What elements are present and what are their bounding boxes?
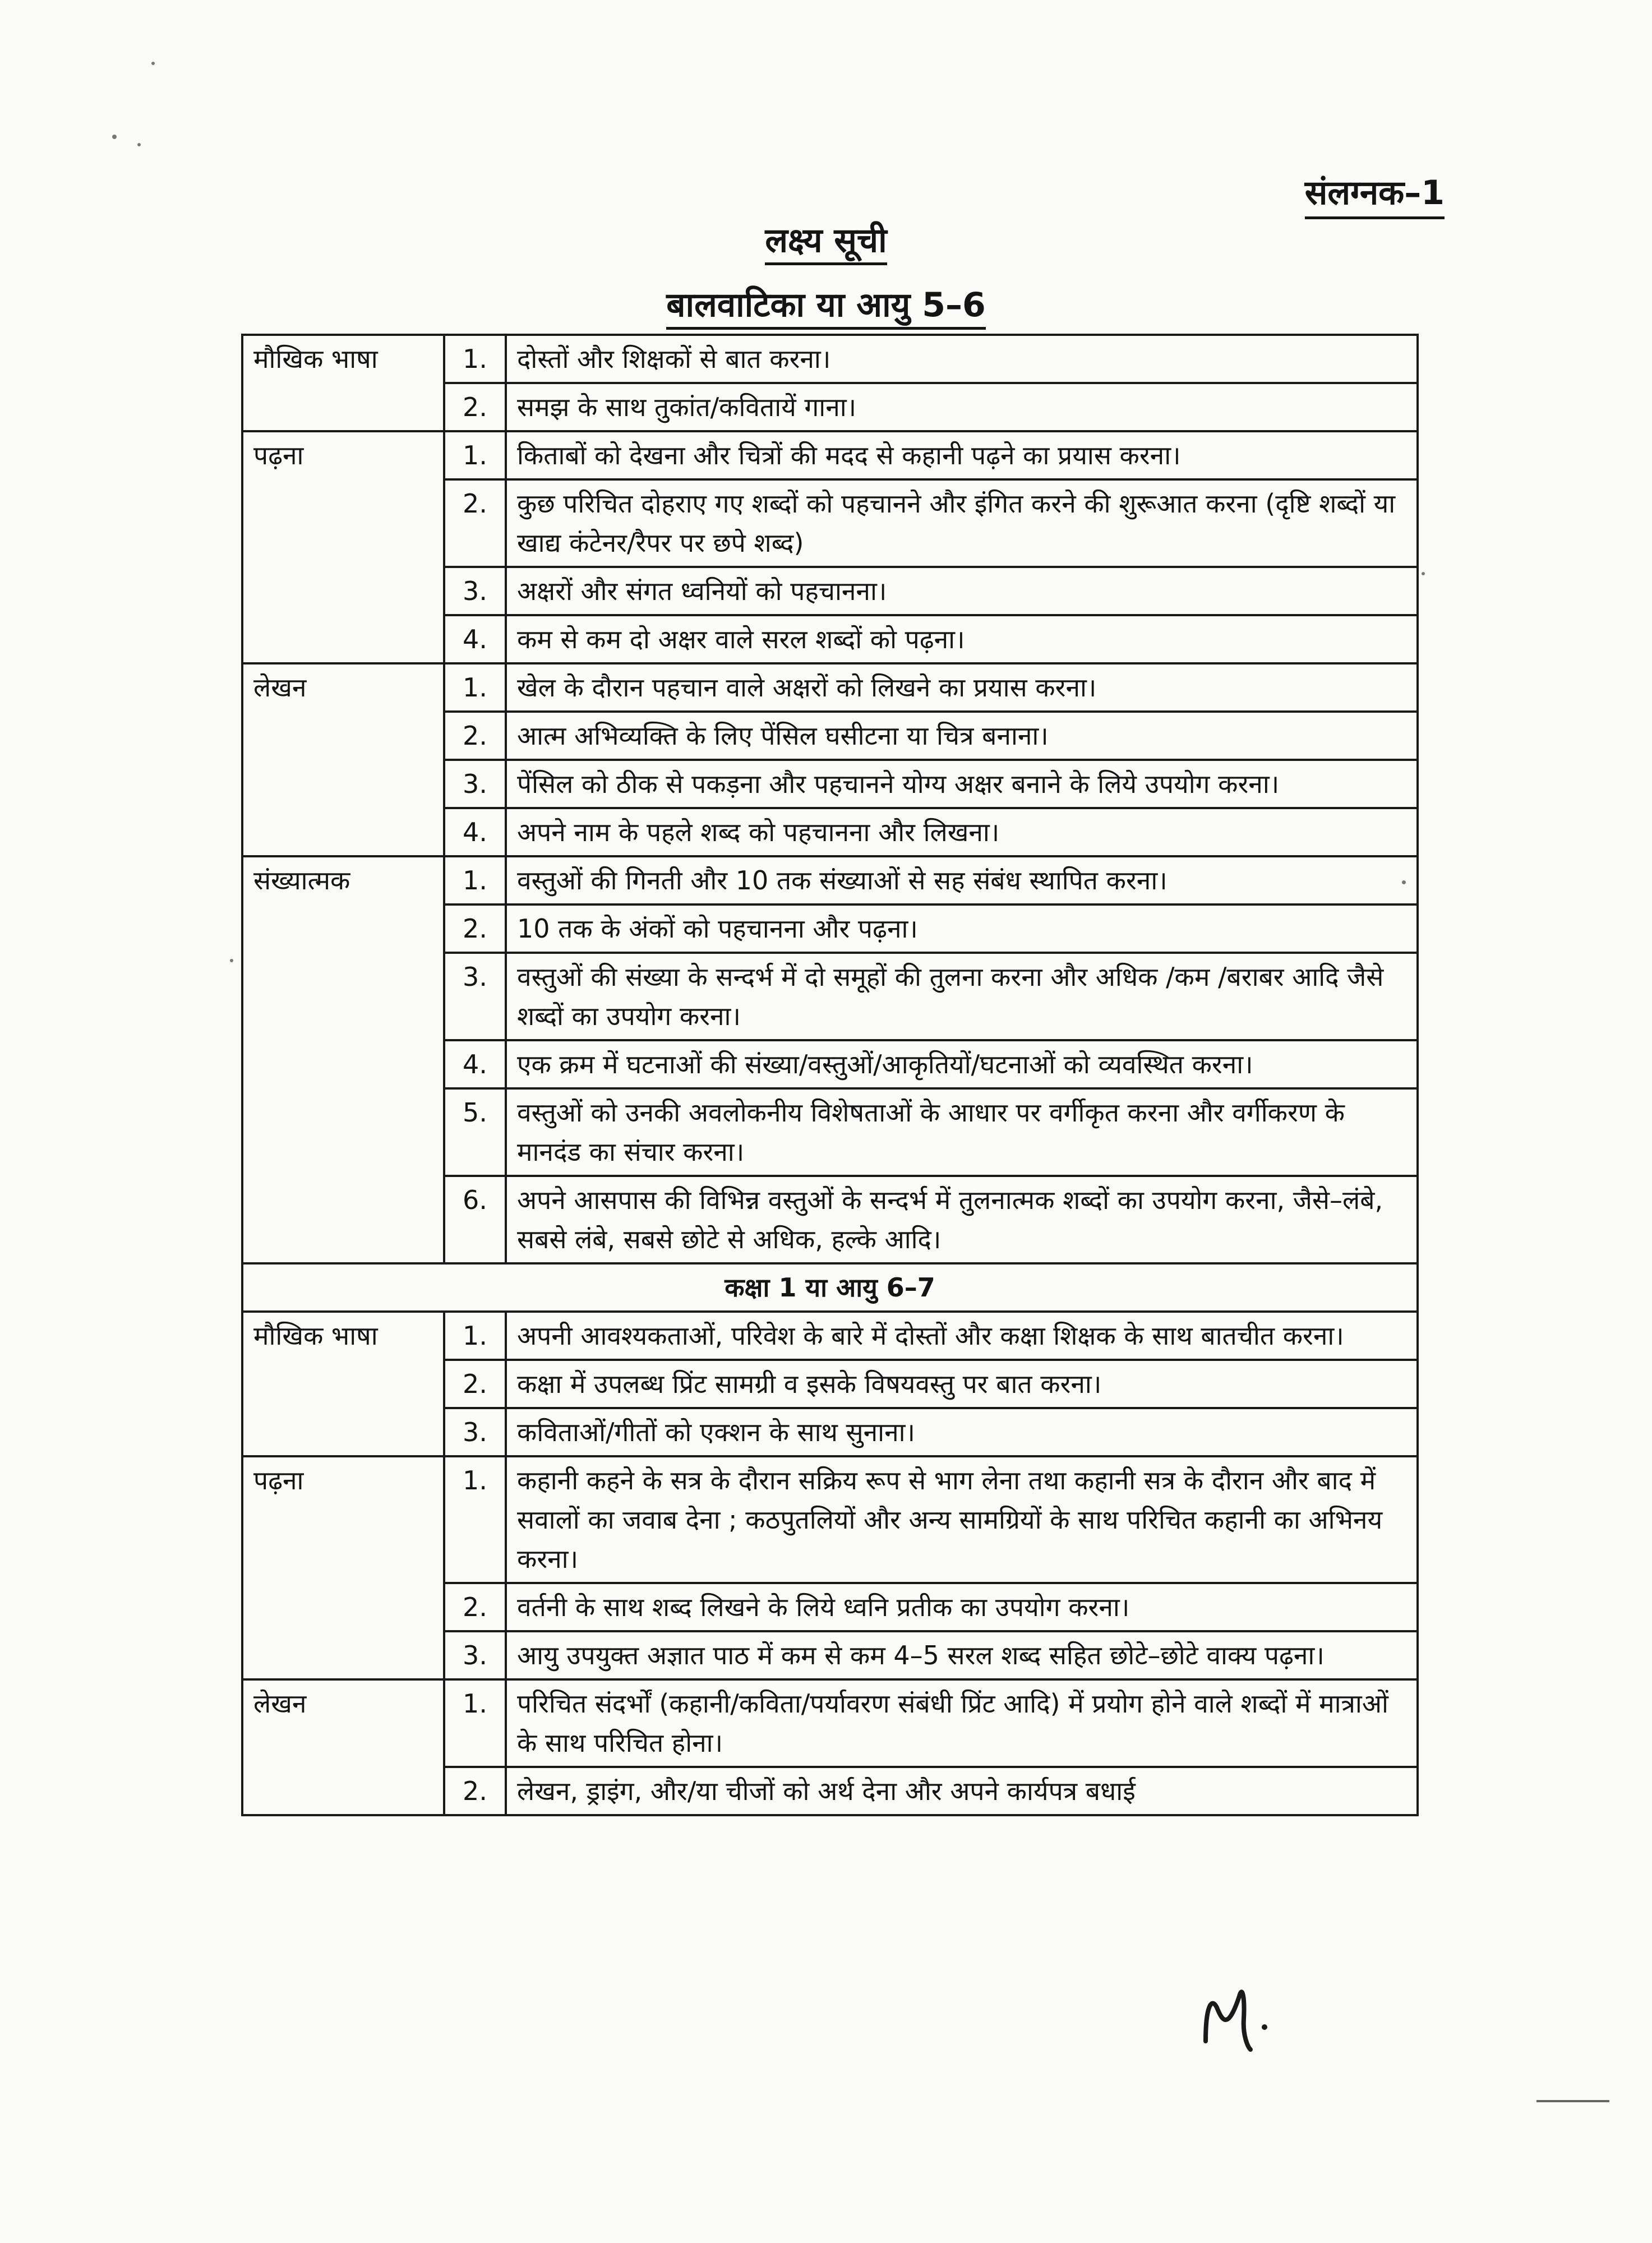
scan-line: [1536, 2100, 1609, 2102]
scan-speck: [230, 959, 233, 962]
goals-table: [241, 334, 1419, 1816]
goal-number: 2.: [444, 1767, 506, 1815]
goal-text: परिचित संदर्भों (कहानी/कविता/पर्यावरण संबंधी प्रिंट आदि) में प्रयोग होने वाले शब्दों में मात्राओं के साथ परिचित होना।: [506, 1679, 1418, 1767]
goal-number: 3.: [444, 1408, 506, 1456]
goal-number: 5.: [444, 1088, 506, 1176]
table-row: [242, 1312, 1418, 1360]
domain-oral-language: मौखिक भाषा: [242, 335, 444, 431]
goal-text: एक क्रम में घटनाओं की संख्या/वस्तुओं/आकृतियों/घटनाओं को व्यवस्थित करना।: [506, 1040, 1418, 1088]
goal-number: 3.: [444, 760, 506, 808]
goal-text: वस्तुओं को उनकी अवलोकनीय विशेषताओं के आधार पर वर्गीकृत करना और वर्गीकरण के मानदंड का संचार करना।: [506, 1088, 1418, 1176]
goal-number: 3.: [444, 567, 506, 615]
scan-speck: [1422, 572, 1425, 575]
goal-text: लेखन, ड्राइंग, और/या चीजों को अर्थ देना और अपने कार्यपत्र बधाई: [506, 1767, 1418, 1815]
goal-text: कविताओं/गीतों को एक्शन के साथ सुनाना।: [506, 1408, 1418, 1456]
goal-number: 2.: [444, 1360, 506, 1408]
goal-number: 2.: [444, 712, 506, 760]
goal-text: वर्तनी के साथ शब्द लिखने के लिये ध्वनि प्रतीक का उपयोग करना।: [506, 1583, 1418, 1631]
goal-number: 4.: [444, 808, 506, 856]
goal-number: 2.: [444, 479, 506, 567]
scan-speck: [112, 135, 117, 139]
goal-number: 1.: [444, 335, 506, 383]
scan-speck: [137, 143, 141, 146]
domain-writing: लेखन: [242, 663, 444, 856]
goal-text: अपनी आवश्यकताओं, परिवेश के बारे में दोस्तों और कक्षा शिक्षक के साथ बातचीत करना।: [506, 1312, 1418, 1360]
goal-text: अपने नाम के पहले शब्द को पहचानना और लिखना।: [506, 808, 1418, 856]
goal-text: आत्म अभिव्यक्ति के लिए पेंसिल घसीटना या चित्र बनाना।: [506, 712, 1418, 760]
goal-number: 2.: [444, 383, 506, 431]
goal-text: किताबों को देखना और चित्रों की मदद से कहानी पढ़ने का प्रयास करना।: [506, 431, 1418, 479]
domain-reading: पढ़ना: [242, 1456, 444, 1679]
domain-numeracy: संख्यात्मक: [242, 856, 444, 1263]
signature-mark: [1194, 1974, 1273, 2052]
goal-number: 1.: [444, 1456, 506, 1583]
goal-text: 10 तक के अंकों को पहचानना और पढ़ना।: [506, 904, 1418, 953]
table-row: [242, 663, 1418, 712]
table-row: [242, 1263, 1418, 1312]
table-row: [242, 431, 1418, 479]
table-row: [242, 1456, 1418, 1583]
goal-text: अपने आसपास की विभिन्न वस्तुओं के सन्दर्भ में तुलनात्मक शब्दों का उपयोग करना, जैसे–लंबे, सबसे लंबे, सबसे छोटे से अधिक, हल्के आदि।: [506, 1176, 1418, 1263]
section-1-title: बालवाटिका या आयु 5–6: [0, 280, 1652, 326]
goal-text: कक्षा में उपलब्ध प्रिंट सामग्री व इसके विषयवस्तु पर बात करना।: [506, 1360, 1418, 1408]
goal-number: 2.: [444, 1583, 506, 1631]
goal-number: 1.: [444, 1312, 506, 1360]
table-row: [242, 1679, 1418, 1767]
goal-text: दोस्तों और शिक्षकों से बात करना।: [506, 335, 1418, 383]
goal-number: 4.: [444, 615, 506, 663]
scan-speck: [151, 62, 155, 65]
domain-reading: पढ़ना: [242, 431, 444, 663]
goal-text: समझ के साथ तुकांत/कवितायें गाना।: [506, 383, 1418, 431]
goal-text: कहानी कहने के सत्र के दौरान सक्रिय रूप से भाग लेना तथा कहानी सत्र के दौरान और बाद में सवालों का जवाब देना ; कठपुतलियों और अन्य सामग्रियों के साथ परिचित कहानी का अभिनय करना।: [506, 1456, 1418, 1583]
table-row: [242, 856, 1418, 904]
goal-text: कम से कम दो अक्षर वाले सरल शब्दों को पढ़ना।: [506, 615, 1418, 663]
goal-number: 2.: [444, 904, 506, 953]
goal-text: वस्तुओं की संख्या के सन्दर्भ में दो समूहों की तुलना करना और अधिक /कम /बराबर आदि जैसे शब्दों का उपयोग करना।: [506, 953, 1418, 1040]
goal-number: 3.: [444, 1631, 506, 1679]
goal-text: खेल के दौरान पहचान वाले अक्षरों को लिखने का प्रयास करना।: [506, 663, 1418, 712]
goal-number: 1.: [444, 663, 506, 712]
goal-text: वस्तुओं की गिनती और 10 तक संख्याओं से सह संबंध स्थापित करना।: [506, 856, 1418, 904]
goal-number: 1.: [444, 431, 506, 479]
goal-text: आयु उपयुक्त अज्ञात पाठ में कम से कम 4–5 सरल शब्द सहित छोटे–छोटे वाक्य पढ़ना।: [506, 1631, 1418, 1679]
table-row: [242, 335, 1418, 383]
goal-number: 1.: [444, 856, 506, 904]
section-2-title: कक्षा 1 या आयु 6–7: [242, 1263, 1418, 1312]
goal-text: अक्षरों और संगत ध्वनियों को पहचानना।: [506, 567, 1418, 615]
goal-number: 6.: [444, 1176, 506, 1263]
goal-number: 3.: [444, 953, 506, 1040]
scan-speck: [1402, 880, 1406, 884]
goal-number: 4.: [444, 1040, 506, 1088]
goal-number: 1.: [444, 1679, 506, 1767]
domain-writing: लेखन: [242, 1679, 444, 1815]
goal-text: पेंसिल को ठीक से पकड़ना और पहचानने योग्य अक्षर बनाने के लिये उपयोग करना।: [506, 760, 1418, 808]
goal-text: कुछ परिचित दोहराए गए शब्दों को पहचानने और इंगित करने की शुरूआत करना (दृष्टि शब्दों या खाद्य कंटेनर/रैपर पर छपे शब्द): [506, 479, 1418, 567]
domain-oral-language: मौखिक भाषा: [242, 1312, 444, 1456]
annexure-label: संलग्नक–1: [1305, 168, 1445, 219]
page-title: लक्ष्य सूची: [0, 216, 1652, 262]
